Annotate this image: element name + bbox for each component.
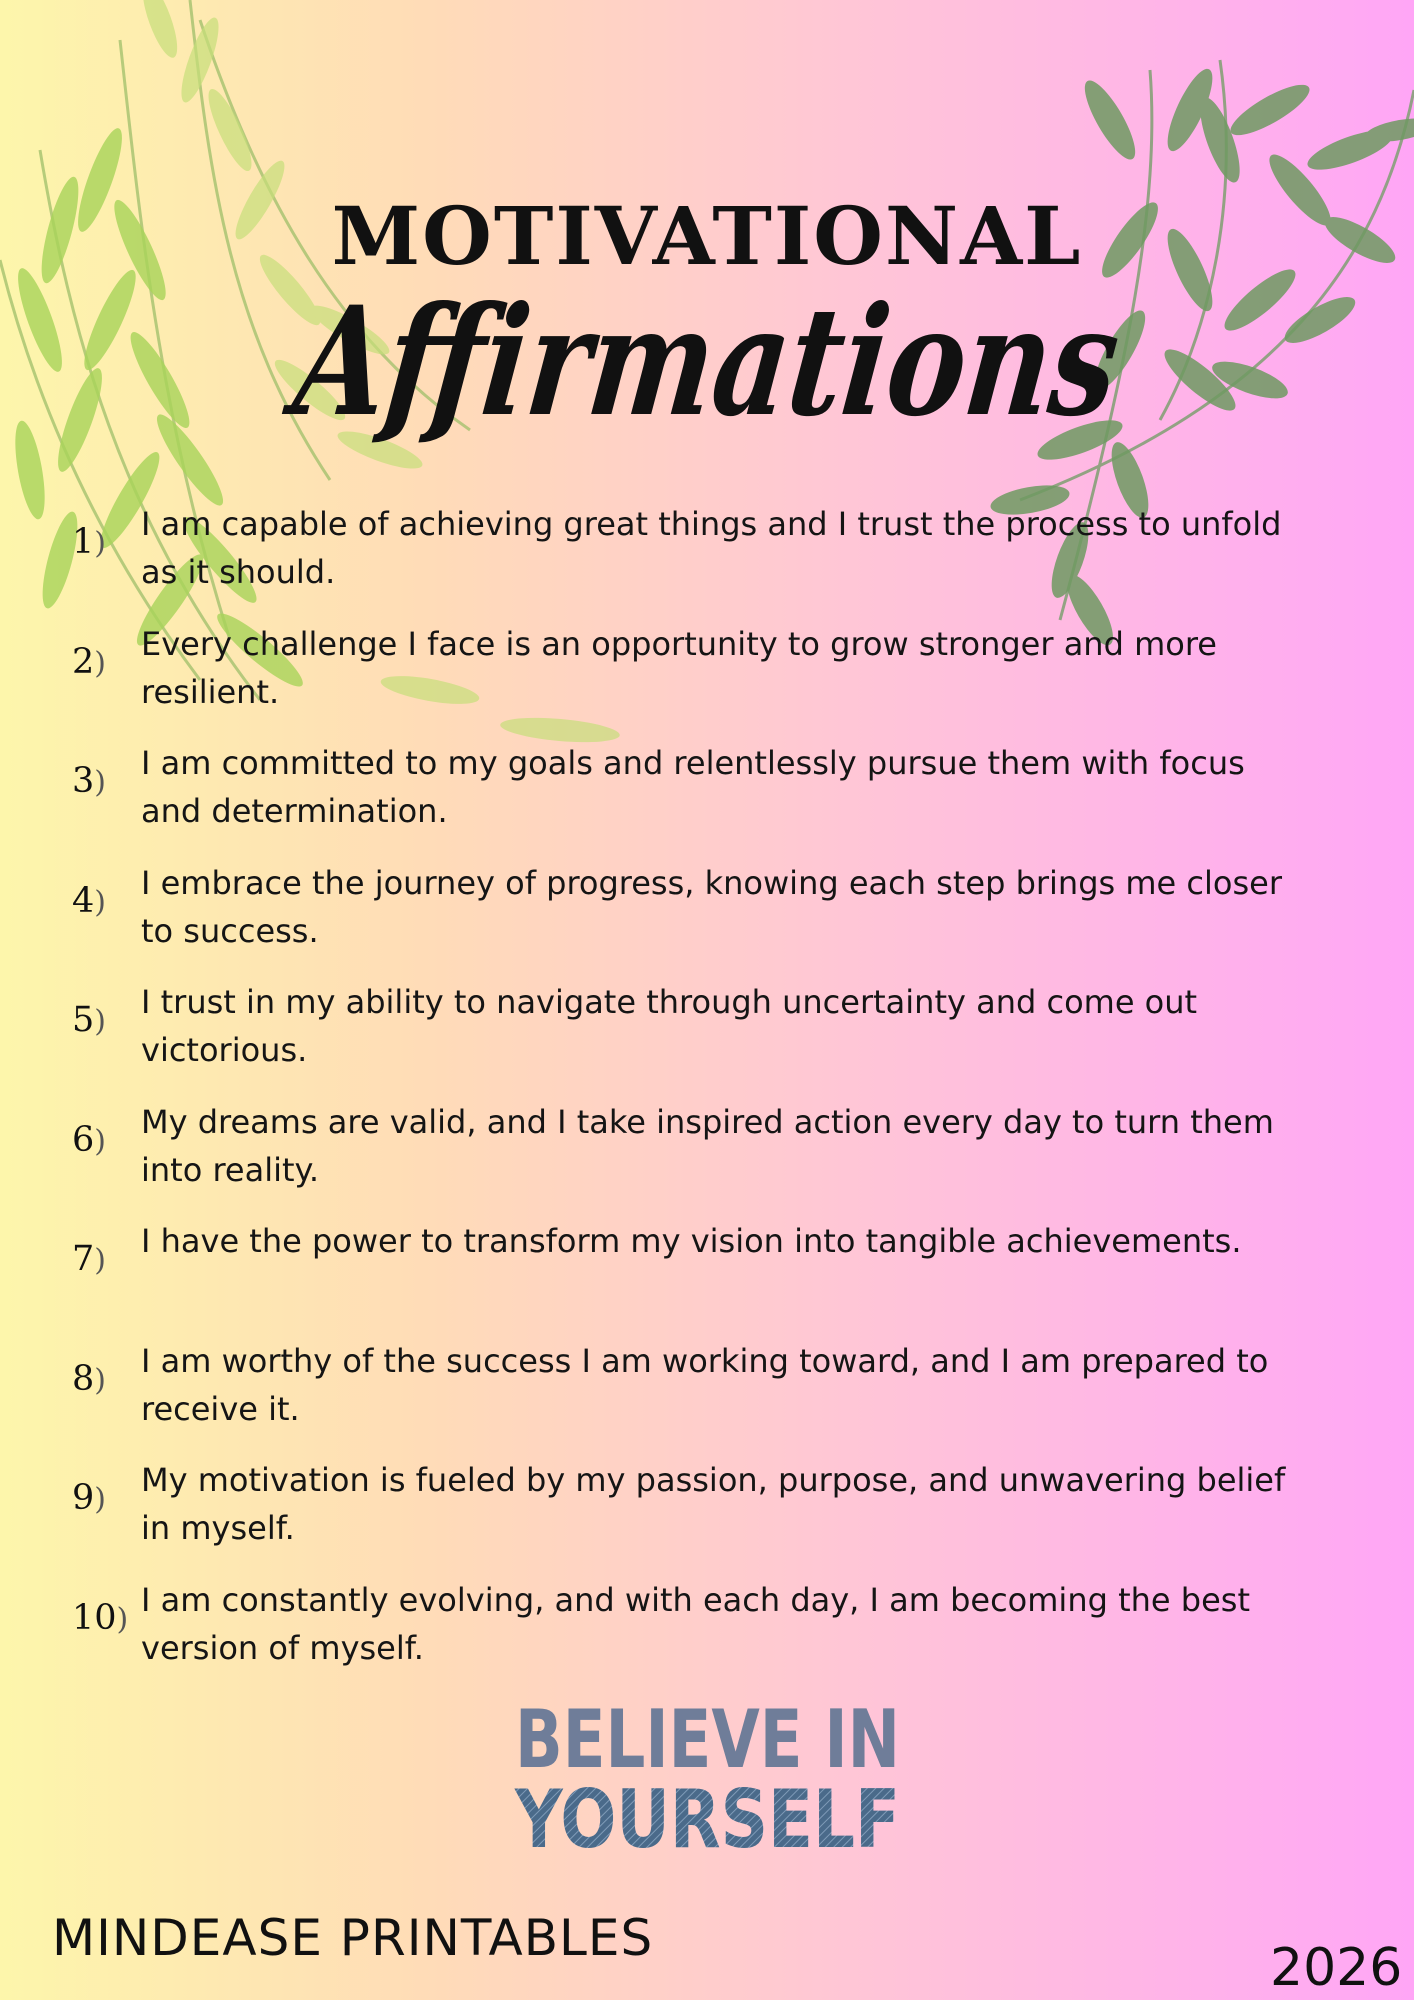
affirmation-number: 7) — [72, 1239, 106, 1279]
affirmation-item — [70, 739, 1300, 859]
year-label: 2026 — [1270, 1938, 1403, 1998]
affirmation-text: I embrace the journey of progress, knowing each step brings me closer to success. — [141, 863, 1282, 950]
affirmation-text: I am capable of achieving great things and I trust the process to unfold as it should. — [141, 505, 1282, 591]
badge-line-2: YOURSELF — [514, 1773, 900, 1866]
affirmation-text: I trust in my ability to navigate through uncertainty and come out victorious. — [141, 983, 1198, 1069]
affirmation-number: 10) — [72, 1597, 129, 1638]
affirmations-list — [70, 500, 1300, 1695]
title-script: Affirmations — [286, 274, 1127, 450]
badge-line-1: BELIEVE IN — [515, 1693, 900, 1786]
affirmation-item — [70, 1337, 1300, 1457]
affirmation-number: 8) — [72, 1358, 106, 1399]
affirmation-item — [70, 620, 1300, 740]
title-main: MOTIVATIONAL — [331, 189, 1083, 283]
affirmation-text: Every challenge I face is an opportunity to grow stronger and more resilient. — [141, 624, 1217, 711]
affirmation-text: I am constantly evolving, and with each day, I am becoming the best version of myself. — [141, 1580, 1250, 1667]
affirmation-number: 6) — [72, 1119, 106, 1160]
affirmation-number: 3) — [72, 761, 106, 801]
affirmation-item — [70, 1576, 1300, 1696]
affirmation-number: 2) — [72, 641, 106, 682]
affirmation-item — [70, 859, 1300, 979]
affirmation-number: 1) — [72, 522, 106, 562]
brand-name: MINDEASE PRINTABLES — [52, 1909, 654, 1967]
affirmation-text: I have the power to transform my vision into tangible achievements. — [141, 1222, 1242, 1260]
affirmation-number: 5) — [72, 1000, 106, 1040]
affirmation-item — [70, 978, 1300, 1098]
affirmation-number: 4) — [72, 880, 106, 921]
affirmation-item — [70, 1456, 1300, 1576]
believe-in-yourself-logo — [510, 1693, 910, 1866]
affirmation-text: My dreams are valid, and I take inspired action every day to turn them into reality. — [141, 1102, 1274, 1189]
affirmation-text: I am worthy of the success I am working toward, and I am prepared to receive it. — [141, 1341, 1269, 1428]
affirmation-text: My motivation is fueled by my passion, purpose, and unwavering belief in myself. — [141, 1461, 1286, 1547]
affirmation-item — [70, 1098, 1300, 1218]
affirmation-item — [70, 500, 1300, 620]
affirmation-number: 9) — [72, 1478, 106, 1518]
affirmation-item — [70, 1217, 1300, 1337]
affirmation-text: I am committed to my goals and relentlessly pursue them with focus and determination. — [141, 744, 1245, 830]
